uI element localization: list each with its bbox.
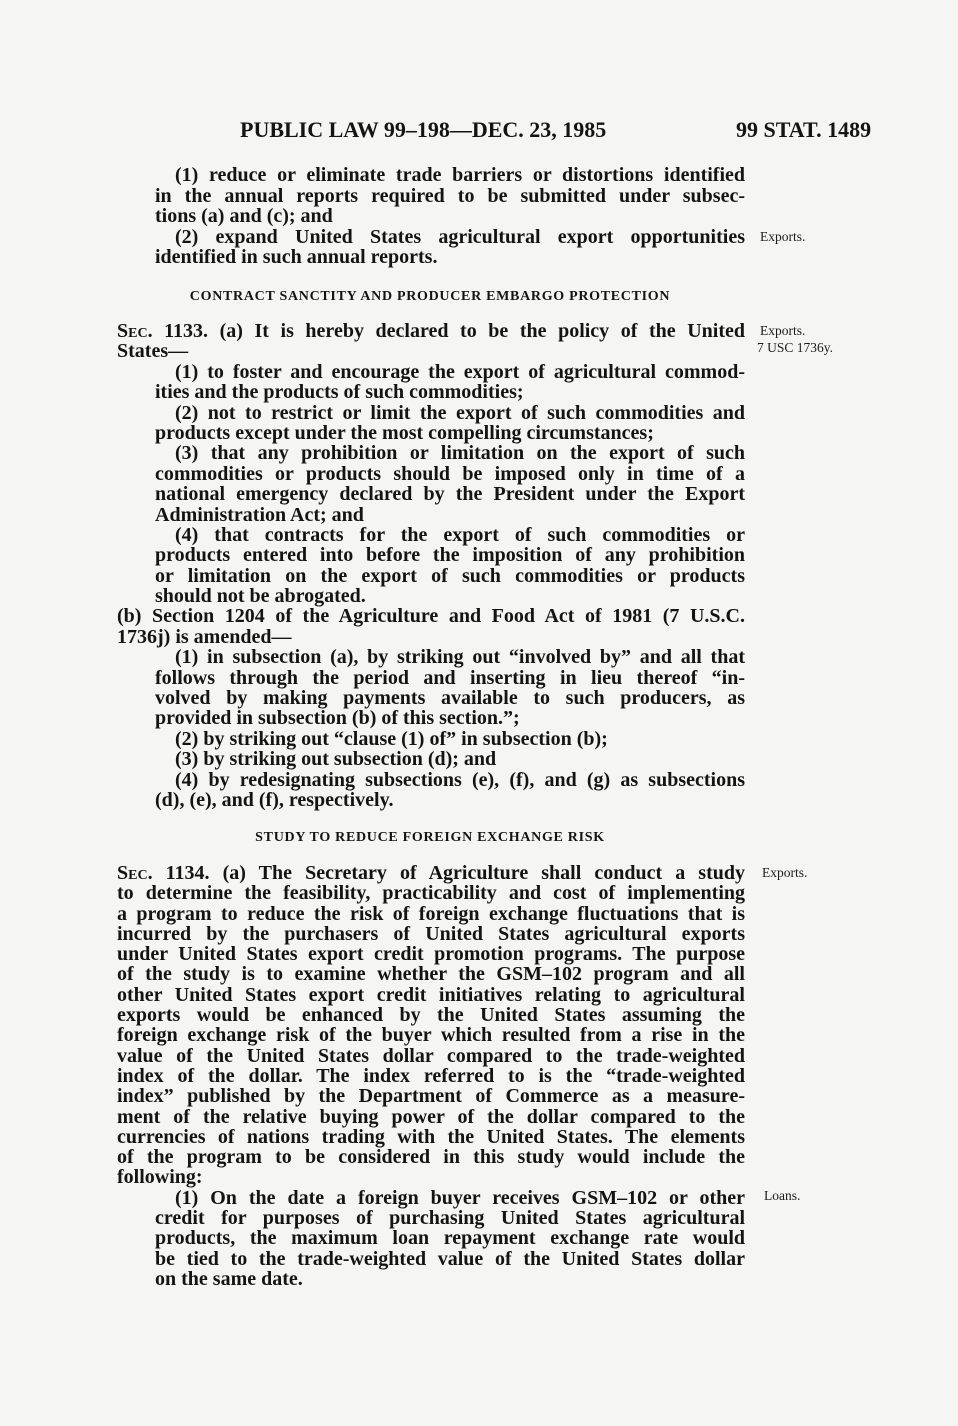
text-line: ities and the products of such commodities;	[155, 381, 524, 404]
text-line: credit for purposes of purchasing United States agricultural	[155, 1207, 745, 1230]
text-line: (4) that contracts for the export of such commodities or	[175, 523, 745, 546]
margin-note-citation: 7 USC 1736y.	[757, 340, 834, 355]
section-label: Sec.	[117, 862, 153, 884]
paragraph-b-item-1	[115, 647, 745, 729]
text-line: incurred by the purchasers of United States agricultural exports	[117, 922, 745, 945]
text-line: currencies of nations trading with the United States. The elements	[117, 1125, 745, 1148]
paragraph-item-3	[115, 443, 745, 525]
text-line: tions (a) and (c); and	[155, 205, 333, 228]
text-line: national emergency declared by the President under the Export	[155, 483, 745, 506]
text-line: on the same date.	[155, 1267, 303, 1290]
text-line: of the program to be considered in this study would include the	[117, 1146, 745, 1169]
margin-note: Exports.	[762, 865, 808, 880]
margin-note: Loans.	[764, 1188, 801, 1203]
paragraph-item-1	[115, 165, 745, 227]
text-line: in the annual reports required to be submitted under subsec-	[155, 184, 745, 207]
text-line: (1) reduce or eliminate trade barriers or distortions identified	[175, 164, 745, 186]
text-line: be tied to the trade-weighted value of the United States dollar	[155, 1247, 745, 1270]
section-heading: CONTRACT SANCTITY AND PRODUCER EMBARGO PROTECTION	[189, 289, 671, 304]
text-line: (2) by striking out “clause (1) of” in subsection (b);	[175, 727, 608, 750]
text-line: other United States export credit initiatives relating to agricultural	[117, 983, 745, 1006]
text-line	[117, 321, 745, 341]
text-line: (4) by redesignating subsections (e), (f), and (g) as subsections	[175, 768, 745, 791]
section-label: Sec.	[117, 320, 153, 342]
text-line: (d), (e), and (f), respectively.	[155, 788, 394, 811]
text-line: index of the dollar. The index referred to is the “trade-weighted	[117, 1064, 745, 1087]
section-intro	[115, 321, 745, 362]
paragraph-item-1	[115, 362, 745, 403]
text-line: Administration Act; and	[155, 503, 364, 526]
paragraph-b-item-3	[115, 749, 745, 769]
text-line: foreign exchange risk of the buyer which resulted from a rise in the	[117, 1024, 745, 1047]
paragraph-item-1	[115, 1188, 745, 1289]
text-line: (1) to foster and encourage the export of agricultural commod-	[175, 360, 745, 383]
section-body	[115, 863, 745, 1188]
paragraph-b-item-4	[115, 770, 745, 811]
text-line: index” published by the Department of Commerce as a measure-	[117, 1085, 745, 1108]
text-line: identified in such annual reports.	[155, 246, 438, 269]
text-line: (1) in subsection (a), by striking out “involved by” and all that	[175, 646, 745, 669]
text-line: under United States export credit promotion programs. The purpose	[117, 943, 745, 966]
text-line: (2) expand United States agricultural export opportunities	[175, 225, 745, 248]
text-line: States—	[117, 340, 189, 363]
section-1134	[115, 863, 745, 1289]
text-line: (b) Section 1204 of the Agriculture and Food Act of 1981 (7 U.S.C.	[117, 605, 745, 628]
paragraph-b-item-2	[115, 729, 745, 749]
text-span: 1133. (a) It is hereby declared to be the policy of the United	[164, 320, 745, 342]
text-line: should not be abrogated.	[155, 585, 366, 608]
text-line: ment of the relative buying power of the dollar compared to the	[117, 1105, 745, 1128]
section-1133	[115, 321, 745, 810]
text-line: value of the United States dollar compared to the trade-weighted	[117, 1044, 745, 1067]
text-line: (2) not to restrict or limit the export of such commodities and	[175, 401, 745, 424]
text-line: follows through the period and inserting in lieu thereof “in-	[155, 666, 745, 689]
text-line: (1) On the date a foreign buyer receives GSM–102 or other	[175, 1186, 745, 1209]
text-line: commodities or products should be imposed only in time of a	[155, 462, 745, 485]
page-number: 99 STAT. 1489	[736, 117, 872, 142]
subsection-b-intro	[115, 606, 745, 647]
paragraph-item-2	[115, 403, 745, 444]
margin-note: Exports.	[760, 323, 806, 338]
text-line: products entered into before the imposition of any prohibition	[155, 544, 745, 567]
section-1132-tail	[115, 165, 745, 268]
text-line: (3) by striking out subsection (d); and	[175, 748, 497, 771]
text-line: or limitation on the export of such commodities or products	[155, 564, 745, 587]
paragraph-item-2	[115, 227, 745, 268]
text-line: exports would be enhanced by the United States assuming the	[117, 1004, 745, 1027]
text-span: 1134. (a) The Secretary of Agriculture shall conduct a study	[165, 862, 745, 884]
section-heading: STUDY TO REDUCE FOREIGN EXCHANGE RISK	[255, 830, 605, 845]
text-line: products except under the most compelling circumstances;	[155, 421, 654, 444]
text-line	[117, 863, 745, 883]
running-head-title: PUBLIC LAW 99–198—DEC. 23, 1985	[240, 117, 607, 142]
text-line: to determine the feasibility, practicability and cost of implementing	[117, 882, 745, 905]
text-line: following:	[117, 1166, 203, 1189]
text-line: a program to reduce the risk of foreign exchange fluctuations that is	[117, 902, 745, 925]
text-line: provided in subsection (b) of this section.”;	[155, 707, 520, 730]
text-line: 1736j) is amended—	[117, 625, 292, 648]
text-line: volved by making payments available to such producers, as	[155, 687, 745, 710]
text-line: (3) that any prohibition or limitation on the export of such	[175, 442, 745, 465]
paragraph-item-4	[115, 525, 745, 607]
text-line: products, the maximum loan repayment exchange rate would	[155, 1227, 745, 1250]
margin-note: Exports.	[760, 229, 806, 244]
text-line: of the study is to examine whether the GSM–102 program and all	[117, 963, 745, 986]
